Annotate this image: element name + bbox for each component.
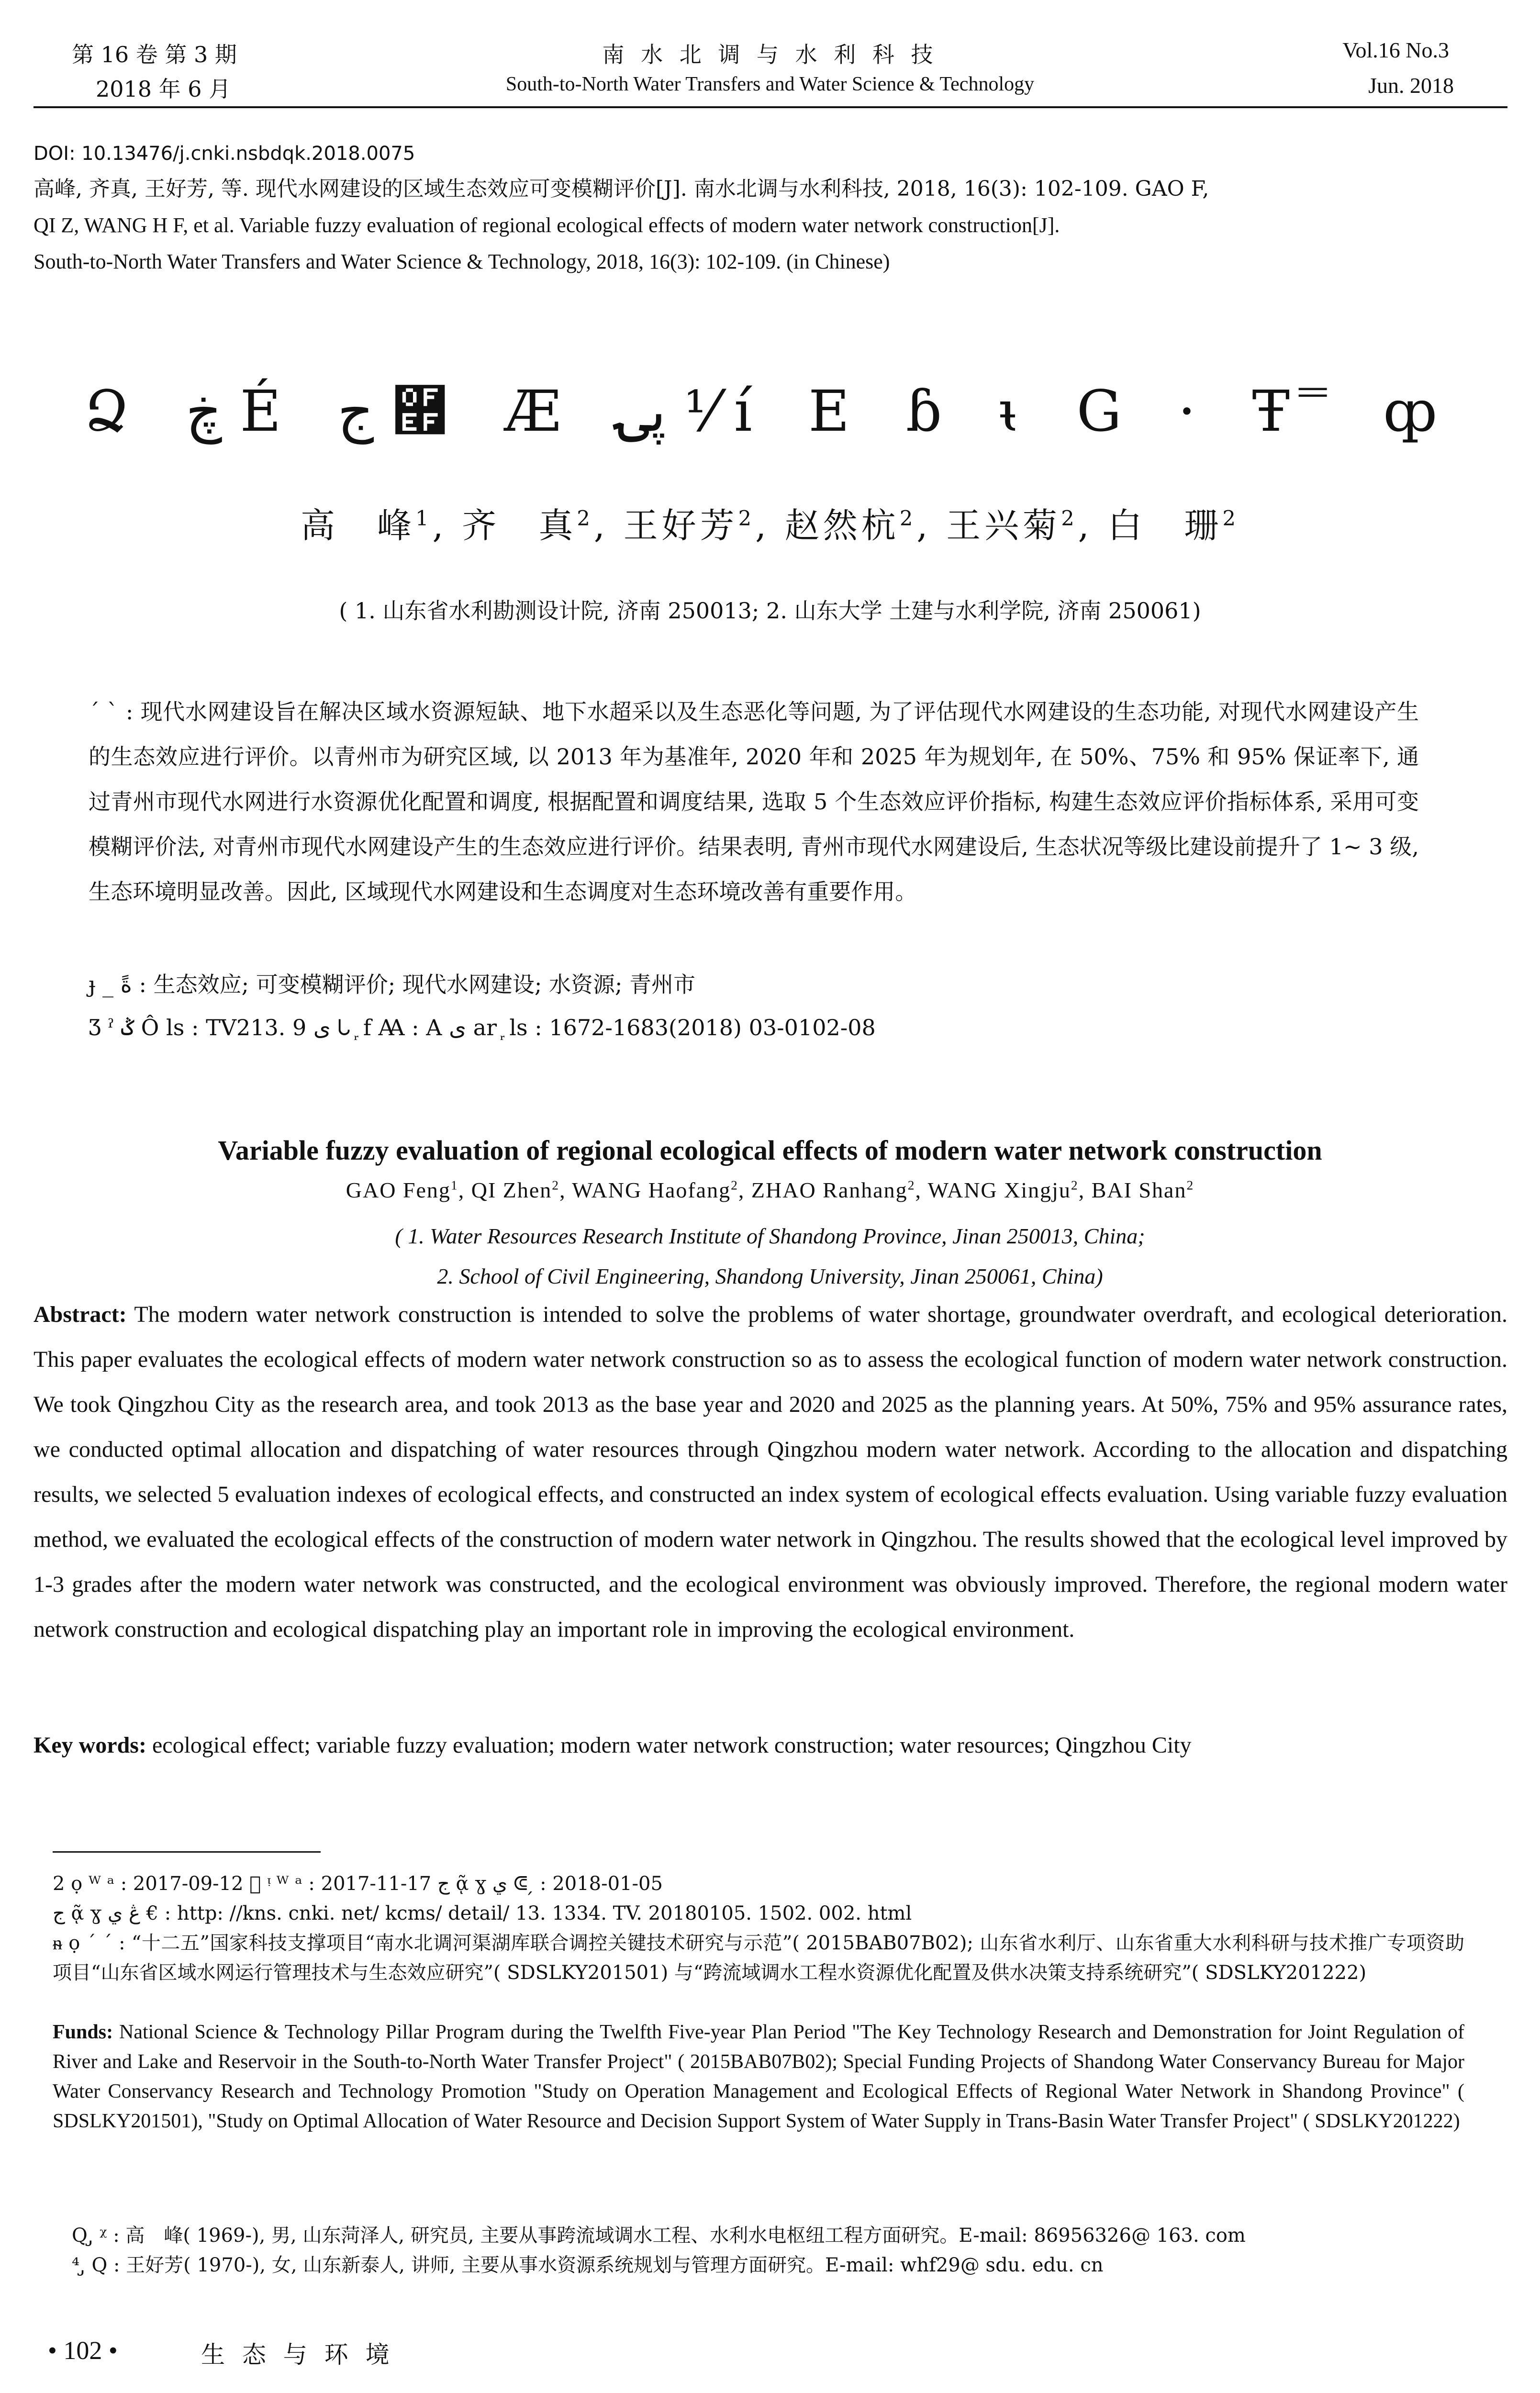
footnote-received: 2 ọ ᵂ ᵃ : 2017-09-12 ᷍ ᵎ ᵂ ᵃ : 2017-11-17 ج ᾷ ɣ ي ᕳ ̗ : 2018-01-05 [53,1873,663,1895]
author-cn: 白 珊$^2$ [1107,505,1239,546]
author-cn: 王兴菊$^2$ [946,505,1078,546]
authors-en: GAO Feng$^1$, QI Zhen$^2$, WANG Haofang$^2$, ZHAO Ranhang$^2$, WANG Xingju$^2$, BAI Shan$^2$ [346,1177,1194,1202]
author-cn: 齐 真$^2$ [462,505,594,546]
page-number: • 102 • [48,2336,118,2365]
title-cn: Ձ ڿ É ج ࿯ Æ پۍ ⅟ í Ε ɓ ᵼ G · Ŧ ̿ ȹ [83,378,1457,444]
citation-cn: 高峰, 齐真, 王好芳, 等. 现代水网建设的区域生态效应可变模糊评价[J]. 南水北调与水利科技, 2018, 16(3): 102-109. GAO F, [33,177,1209,201]
header-journal-en: South-to-North Water Transfers and Water Science & Technology [505,73,1035,95]
header-volume-issue: 第 16 卷 第 3 期 [72,42,237,67]
header-date-en: Jun. 2018 [1368,73,1454,98]
keywords-cn [89,962,1419,1007]
author-en: WANG Xingju$^2$ [927,1177,1079,1202]
author-en: ZHAO Ranhang$^2$ [751,1177,915,1202]
title-en: Variable fuzzy evaluation of regional ecological effects of modern water network construction [218,1135,1322,1166]
affiliation-cn: ( 1. 山东省水利勘测设计院, 济南 250013; 2. 山东大学 土建与水利学院, 济南 250061) [339,598,1201,624]
author-en: WANG Haofang$^2$ [572,1177,738,1202]
fund-en-label: Funds: [53,2021,113,2043]
abstract-cn-text: : 现代水网建设旨在解决区域水资源短缺、地下水超采以及生态恶化等问题, 为了评估现代水网建设的生态功能, 对现代水网建设产生的生态效应进行评价。以青州市为研究区域, 以 2013 年为基准年, 2020 年和 2025 年为规划年, 在 50%、75% 和 95% 保证率下, 通过青州市现代水网进行水资源优化配置和调度, 根据配置和调度结果, 选取 5 个生态效应评价指标, 构建生态效应评价指标体系, 采用可变模糊评价法, 对青州市现代水网建设产生的生态效应进行评价。结果表明, 青州市现代水网建设后, 生态状况等级比建设前提升了 1~ 3 级, 生态环境明显改善。因此, 区域现代水网建设和生态调度对生态环境改善有重要作用。 [89,699,1419,905]
header-journal-cn: 南 水 北 调 与 水 利 科 技 [602,42,938,67]
fund-cn-text: “十二五”国家科技支撑项目“南水北调河渠湖库联合调控关键技术研究与示范”( 2015BAB07B02); 山东省水利厅、山东省重大水利科研与技术推广专项资助项目“山东省区域水网运行管理技术与生态效应研究”( SDSLKY201501) 与“跨流域调水工程水资源优化配置及供水决策支持系统研究”( SDSLKY201222) [53,1932,1464,1984]
keywords-en-label: Key words: [33,1733,146,1758]
doi: DOI: 10.13476/j.cnki.nsbdqk.2018.0075 [33,143,415,165]
fund-en-text: National Science & Technology Pillar Program during the Twelfth Five-year Plan Period "The Key Technology Research and Demonstration for Joint Regulation of River and Lake and Reservoir in the South-to-North Water Transfer Project" ( 2015BAB07B02); Special Funding Projects of Shandong Water Conservancy Bureau for Major Water Conservancy Research and Technology Promotion "Study on Operation Management and Ecological Effects of Regional Water Network in Shandong Province" ( SDSLKY201501), "Study on Optimal Allocation of Water Resource and Decision Support System of Water Supply in Trans-Basin Water Transfer Project" ( SDSLKY201222) [53,2021,1465,2132]
fund-cn-label: ᵰ ọ ˊ ˊ : [53,1932,125,1954]
affiliation-en-line1: ( 1. Water Resources Research Institute of Shandong Province, Jinan 250013, China; [395,1224,1145,1248]
author-cn: 高 峰$^1$ [301,505,433,546]
abstract-cn [89,689,1419,914]
citation-en-line2: South-to-North Water Transfers and Water Science & Technology, 2018, 16(3): 102-109. (in Chinese) [33,250,890,273]
footnote-author1: Q ̡ ᵡ : 高 峰( 1969-), 男, 山东菏泽人, 研究员, 主要从事跨流域调水工程、水利水电枢纽工程方面研究。E-mail: 86956326@ 163. com [72,2225,1246,2247]
abstract-en [33,1292,1507,1652]
abstract-en-label: Abstract: [33,1302,127,1327]
author-en: GAO Feng$^1$ [346,1177,458,1202]
footnote-rule [53,1851,321,1853]
abstract-cn-label: ˊ ˋ [89,699,119,725]
keywords-cn-label: ɟ _ ةً [89,972,132,997]
header-rule [33,106,1507,108]
author-en: QI Zhen$^2$ [471,1177,560,1202]
header-volume-en: Vol.16 No.3 [1342,38,1449,62]
citation-en-line1: QI Z, WANG H F, et al. Variable fuzzy evaluation of regional ecological effects of modern water network construction[J]. [33,213,1060,237]
footnote-author2: ⁴ ̡ Q : 王好芳( 1970-), 女, 山东新泰人, 讲师, 主要从事水资源系统规划与管理方面研究。E-mail: whf29@ sdu. edu. cn [72,2254,1104,2276]
authors-cn: 高 峰$^1$, 齐 真$^2$, 王好芳$^2$, 赵然杭$^2$, 王兴菊$^2$, 白 珊$^2$ [301,505,1239,546]
footnote-online-url: ج ᾷ ɣ ڠ ي € : http: //kns. cnki. net/ kcms/ detail/ 13. 1334. TV. 20180105. 1502. 002. html [53,1902,912,1924]
keywords-cn-text: : 生态效应; 可变模糊评价; 现代水网建设; 水资源; 青州市 [139,972,696,997]
section-title: 生 态 与 环 境 [201,2341,394,2369]
author-cn: 王好芳$^2$ [623,505,756,546]
affiliation-en-line2: 2. School of Civil Engineering, Shandong University, Jinan 250061, China) [437,1264,1103,1288]
header-date-cn: 2018 年 6 月 [96,76,231,102]
classification-cn: Ʒ ˀ ݣ Ô ls : TV213. 9 ى ᘂ ᷊ f Ꜳ : A ى ar ᷊ ls : 1672-1683(2018) 03-0102-08 [89,1015,876,1040]
author-en: BAI Shan$^2$ [1091,1177,1194,1202]
keywords-en [33,1723,1507,1768]
footnote-fund-cn [53,1928,1464,1988]
author-cn: 赵然杭$^2$ [784,505,917,546]
keywords-en-text: ecological effect; variable fuzzy evaluation; modern water network construction; water resources; Qingzhou City [152,1733,1192,1758]
footnote-fund-en [53,2017,1464,2136]
abstract-en-text: The modern water network construction is intended to solve the problems of water shortage, groundwater overdraft, and ecological deterioration. This paper evaluates the ecological effects of modern water network construction so as to assess the ecological function of modern water network construction. We took Qingzhou City as the research area, and took 2013 as the base year and 2020 and 2025 as the planning years. At 50%, 75% and 95% assurance rates, we conducted optimal allocation and dispatching of water resources through Qingzhou modern water network. According to the allocation and dispatching results, we selected 5 evaluation indexes of ecological effects, and constructed an index system of ecological effects evaluation. Using variable fuzzy evaluation method, we evaluated the ecological effects of the construction of modern water network in Qingzhou. The results showed that the ecological level improved by 1-3 grades after the modern water network was constructed, and the ecological environment was obviously improved. Therefore, the regional modern water network construction and ecological dispatching play an important role in improving the ecological environment. [33,1302,1507,1642]
